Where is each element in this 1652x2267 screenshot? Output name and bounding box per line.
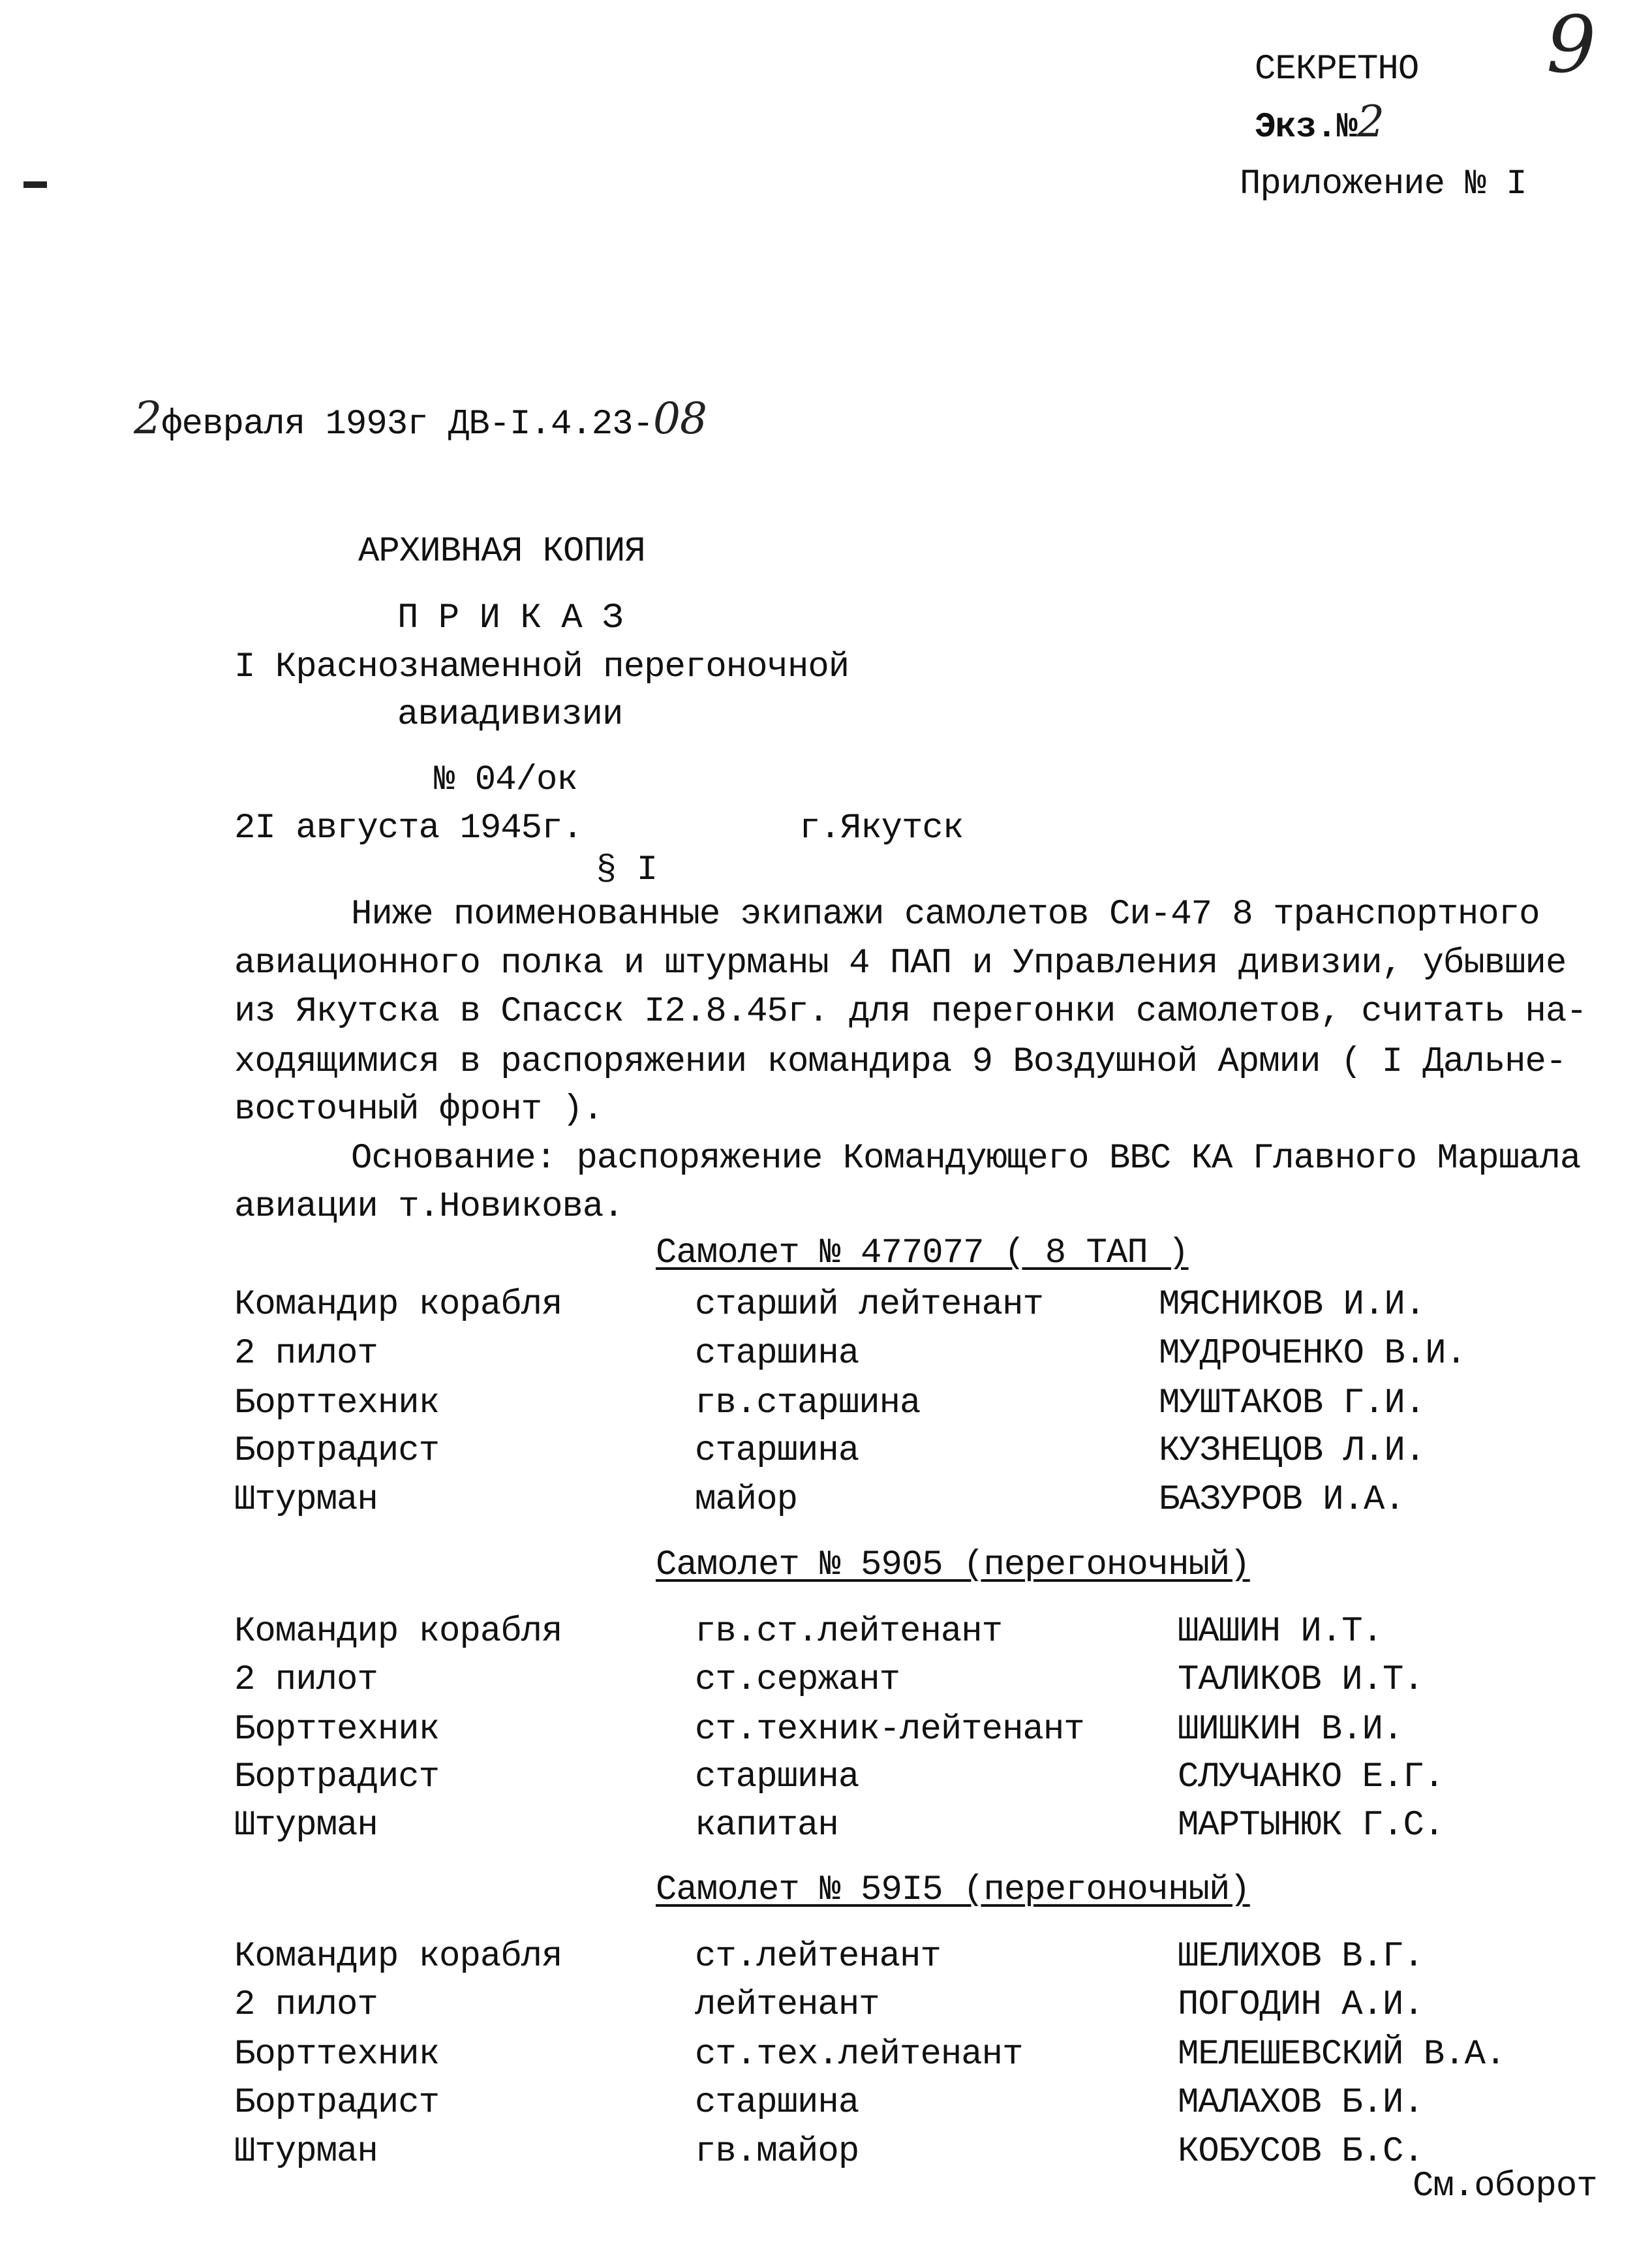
crew-name: МЕЛЕШЕВСКИЙ В.А.	[1178, 2035, 1506, 2074]
crew-name: ШАШИН И.Т.	[1178, 1612, 1383, 1652]
section-mark: § I	[596, 850, 658, 890]
crew-name: МАРТЫНЮК Г.С.	[1178, 1806, 1445, 1845]
crew-role: 2 пилот	[234, 1985, 378, 2025]
archive-ref-text: февраля 1993г ДВ-I.4.23-	[161, 405, 653, 444]
aircraft-heading: Самолет № 5905 (перегоночный)	[656, 1545, 1250, 1585]
crew-rank: старшина	[695, 1431, 859, 1471]
page-number: 9	[1546, 0, 1597, 91]
crew-row	[0, 1937, 1652, 1977]
aircraft-heading: Самолет № 477077 ( 8 ТАП )	[656, 1233, 1189, 1273]
basis-line: авиации т.Новикова.	[234, 1187, 624, 1227]
crew-role: Борттехник	[234, 1383, 440, 1423]
crew-row	[0, 1710, 1652, 1750]
copy-number-handwritten: 2	[1357, 97, 1384, 147]
binder-mark	[23, 181, 47, 188]
crew-row	[0, 1660, 1652, 1701]
copy-label: Экз.№	[1255, 108, 1358, 147]
paragraph-line: из Якутска в Спасск I2.8.45г. для перегонки самолетов, считать на-	[234, 992, 1587, 1032]
crew-row	[0, 2083, 1652, 2123]
crew-rank: гв.старшина	[695, 1383, 921, 1423]
crew-row	[0, 1334, 1652, 1374]
crew-rank: ст.тех.лейтенант	[695, 2035, 1023, 2074]
crew-row	[0, 1431, 1652, 1472]
crew-row	[0, 1806, 1652, 1846]
crew-role: Борттехник	[234, 1710, 440, 1750]
crew-rank: ст.сержант	[695, 1660, 900, 1700]
crew-rank: старшина	[695, 1757, 859, 1797]
crew-role: Командир корабля	[234, 1937, 562, 1977]
archive-reference	[134, 393, 707, 445]
crew-role: Борттехник	[234, 2035, 440, 2074]
order-place: г.Якутск	[799, 809, 964, 848]
archive-copy-stamp: АРХИВНАЯ КОПИЯ	[358, 532, 645, 572]
crew-row	[0, 1383, 1652, 1424]
crew-role: Бортрадист	[234, 1757, 440, 1797]
crew-row	[0, 1757, 1652, 1798]
crew-rank: ст.лейтенант	[695, 1937, 941, 1977]
crew-rank: гв.ст.лейтенант	[695, 1612, 1003, 1652]
crew-name: ТАЛИКОВ И.Т.	[1178, 1660, 1424, 1700]
crew-role: Штурман	[234, 2132, 378, 2172]
crew-name: ШЕЛИХОВ В.Г.	[1178, 1937, 1424, 1977]
order-title: П Р И К А З	[397, 598, 623, 638]
crew-name: ШИШКИН В.И.	[1178, 1710, 1403, 1750]
issuer-line-2: авиадивизии	[397, 695, 623, 735]
paragraph-line: авиационного полка и штурманы 4 ПАП и Управления дивизии, убывшие	[234, 944, 1567, 983]
crew-rank: гв.майор	[695, 2132, 859, 2172]
crew-rank: лейтенант	[695, 1985, 880, 2025]
paragraph-line: ходящимися в распоряжении командира 9 Воздушной Армии ( I Дальне-	[234, 1042, 1567, 1082]
paragraph-line: Ниже поименованные экипажи самолетов Си-47 8 транспортного	[351, 895, 1540, 934]
crew-name: МАЛАХОВ Б.И.	[1178, 2083, 1424, 2123]
archive-suffix-handwritten: 08	[653, 393, 707, 444]
crew-rank: старшина	[695, 1334, 859, 1374]
crew-rank: капитан	[695, 1806, 838, 1845]
crew-role: 2 пилот	[234, 1334, 378, 1374]
crew-name: ПОГОДИН А.И.	[1178, 1985, 1424, 2025]
crew-rank: майор	[695, 1480, 798, 1520]
crew-row	[0, 1612, 1652, 1652]
crew-name: КУЗНЕЦОВ Л.И.	[1159, 1431, 1426, 1471]
copy-number	[1255, 97, 1384, 148]
crew-rank: ст.техник-лейтенант	[695, 1710, 1084, 1750]
crew-role: Бортрадист	[234, 1431, 440, 1471]
order-date: 2I августа 1945г.	[234, 809, 583, 848]
crew-row	[0, 2035, 1652, 2075]
crew-role: Штурман	[234, 1480, 378, 1520]
crew-role: Командир корабля	[234, 1612, 562, 1652]
crew-row	[0, 1285, 1652, 1325]
crew-row	[0, 1985, 1652, 2026]
crew-name: КОБУСОВ Б.С.	[1178, 2132, 1424, 2172]
crew-name: СЛУЧАНКО Е.Г.	[1178, 1757, 1445, 1797]
crew-role: Штурман	[234, 1806, 378, 1845]
crew-name: МЯСНИКОВ И.И.	[1159, 1285, 1426, 1325]
appendix-label: Приложение № I	[1240, 164, 1527, 204]
crew-name: МУШТАКОВ Г.И.	[1159, 1383, 1426, 1423]
crew-role: Бортрадист	[234, 2083, 440, 2123]
crew-rank: старшина	[695, 2083, 859, 2123]
crew-role: Командир корабля	[234, 1285, 562, 1325]
crew-rank: старший лейтенант	[695, 1285, 1043, 1325]
order-number: № 04/ок	[434, 760, 577, 800]
see-reverse-note: См.оборот	[1413, 2167, 1597, 2206]
issuer-line-1: I Краснознаменной перегоночной	[234, 647, 849, 687]
archive-day-handwritten: 2	[134, 393, 162, 444]
crew-name: БАЗУРОВ И.А.	[1159, 1480, 1405, 1520]
crew-name: МУДРОЧЕНКО В.И.	[1159, 1334, 1467, 1374]
aircraft-heading: Самолет № 59I5 (перегоночный)	[656, 1870, 1250, 1910]
classification-label: СЕКРЕТНО	[1255, 50, 1419, 89]
crew-role: 2 пилот	[234, 1660, 378, 1700]
crew-row	[0, 1480, 1652, 1520]
crew-row	[0, 2132, 1652, 2172]
paragraph-line: восточный фронт ).	[234, 1090, 604, 1130]
basis-line: Основание: распоряжение Командующего ВВС КА Главного Маршала	[351, 1139, 1581, 1179]
